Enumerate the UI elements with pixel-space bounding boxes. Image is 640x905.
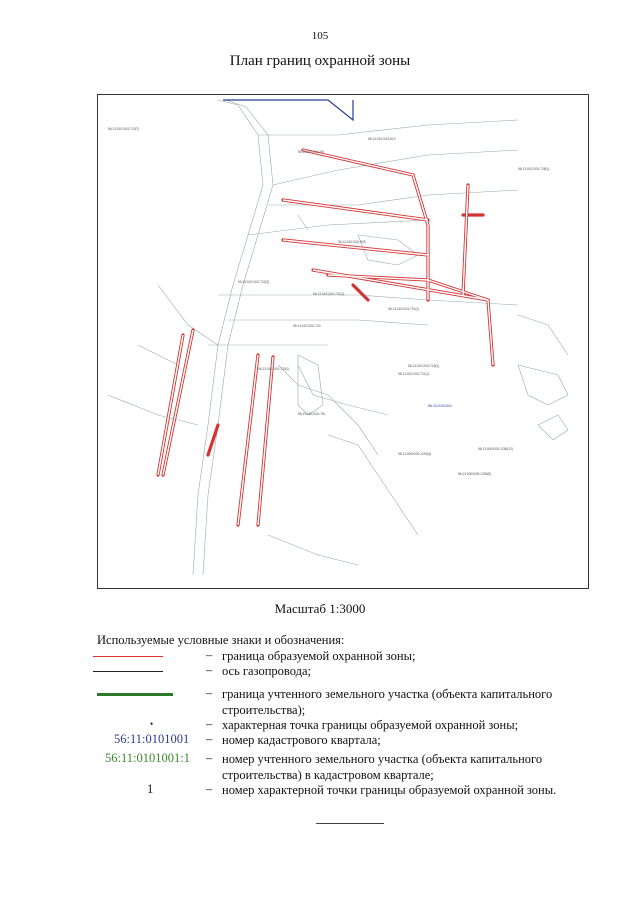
parcel-label: 56:13:0101001:701(1) bbox=[388, 307, 420, 311]
parcel-label: 56:13:0101001:781 bbox=[298, 412, 326, 416]
point-dot-icon: • bbox=[150, 719, 154, 729]
parcel-label: 56:13:0000000:1200(6) bbox=[398, 452, 432, 456]
legend-text: номер кадастрового квартала; bbox=[222, 733, 381, 747]
zone-centerlines bbox=[158, 150, 493, 525]
parcel-label: 56:13:0101001:605 bbox=[338, 240, 366, 244]
parcel-label: 56:13:0000000:1255(8) bbox=[458, 472, 492, 476]
parcel-label: 56:13:0101001:96 bbox=[298, 150, 324, 154]
legend-text: граница учтенного земельного участка (объекта капитального строительства); bbox=[222, 687, 553, 717]
legend-text: характерная точка границы образуемой охранной зоны; bbox=[222, 718, 519, 732]
parcel-label: 56:13:0101001:732(7) bbox=[108, 127, 140, 131]
map-drawing bbox=[98, 95, 588, 588]
green-line-symbol bbox=[97, 693, 173, 696]
map-scale: Масштаб 1:3000 bbox=[274, 601, 366, 616]
page-number: 105 bbox=[311, 30, 329, 42]
quarter-number-sample: 56:11:0101001 bbox=[114, 732, 190, 746]
footer-rule bbox=[316, 823, 384, 824]
parcel-label: 56:13:0101001:738(1) bbox=[518, 167, 550, 171]
parcel-number-sample: 56:11:0101001:1 bbox=[105, 751, 190, 765]
parcel-label: 56:13:0101001:819 bbox=[368, 137, 396, 141]
parcel-label: 56:13:0101001:731(1) bbox=[398, 372, 430, 376]
cadastral-map bbox=[97, 94, 589, 589]
quarter-number-label: 56:13:0101001 bbox=[428, 404, 452, 408]
parcel-label: 56:13:0101001:726(1) bbox=[408, 364, 440, 368]
legend-text: ось газопровода; bbox=[222, 664, 312, 678]
parcel-label: 56:13:0000000:1256(12) bbox=[478, 447, 513, 451]
legend-text: граница образуемой охранной зоны; bbox=[222, 649, 416, 663]
parcel-label: 56:13:0101001:732(2) bbox=[238, 280, 270, 284]
legend-text: номер характерной точки границы образуемой охранной зоны. bbox=[222, 783, 557, 797]
black-line-symbol bbox=[93, 671, 163, 672]
parcel-label: 56:13:0101001:731(2) bbox=[313, 292, 345, 296]
parcel-label: 56:13:0101001:720 bbox=[293, 324, 321, 328]
legend-heading: Используемые условные знаки и обозначения: bbox=[97, 633, 345, 647]
red-line-symbol bbox=[93, 656, 163, 657]
gas-main-line bbox=[223, 100, 353, 120]
page-title: План границ охранной зоны bbox=[229, 53, 411, 69]
legend-text: номер учтенного земельного участка (объекта капитального строительства) в кадастровом квартале; bbox=[222, 752, 543, 782]
parcel-boundaries bbox=[108, 100, 568, 575]
parcel-label: 56:13:0101001:733(1) bbox=[258, 367, 290, 371]
point-number-sample: 1 bbox=[147, 782, 154, 796]
